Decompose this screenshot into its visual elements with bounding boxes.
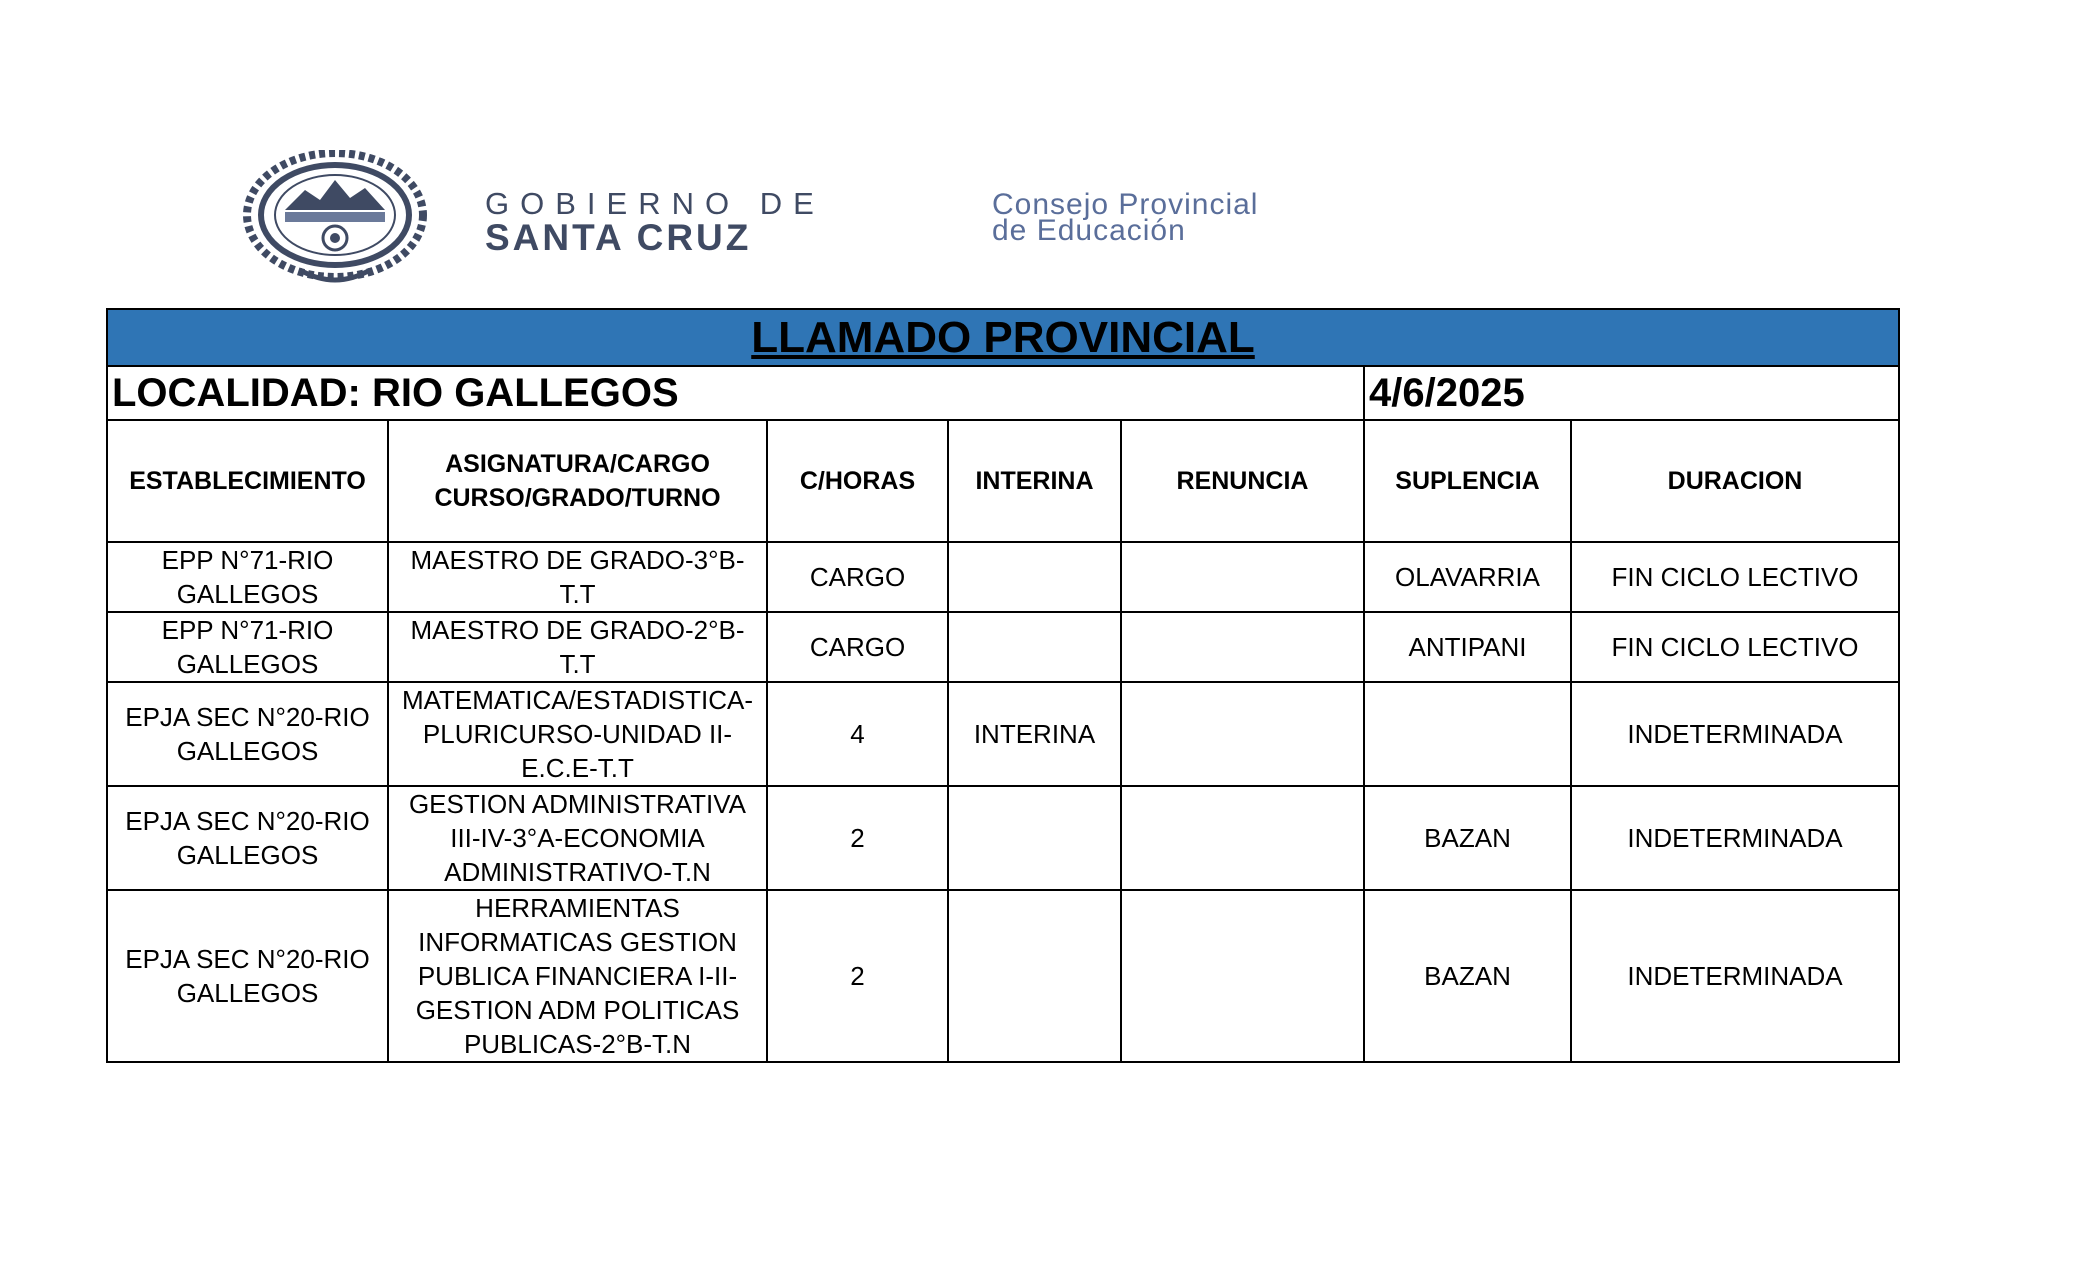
council-name [992,188,1259,247]
table-cell: MAESTRO DE GRADO-2°B-T.T [388,612,767,682]
table-row [107,682,1899,786]
table-cell [948,612,1121,682]
table-cell: INDETERMINADA [1571,890,1899,1062]
table-cell: ANTIPANI [1364,612,1571,682]
table-cell: 2 [767,786,948,890]
table-cell: MAESTRO DE GRADO-3°B-T.T [388,542,767,612]
table-cell: INDETERMINADA [1571,786,1899,890]
table-cell: 2 [767,890,948,1062]
table-row [107,890,1899,1062]
government-line-1: GOBIERNO DE [485,186,825,221]
table-row [107,612,1899,682]
table-cell: BAZAN [1364,890,1571,1062]
table-cell: EPJA SEC N°20-RIO GALLEGOS [107,682,388,786]
table-cell: EPJA SEC N°20-RIO GALLEGOS [107,890,388,1062]
table-cell: INDETERMINADA [1571,682,1899,786]
table-cell: GESTION ADMINISTRATIVA III-IV-3°A-ECONOMIA ADMINISTRATIVO-T.N [388,786,767,890]
letterhead [240,150,1440,290]
table-cell: FIN CICLO LECTIVO [1571,612,1899,682]
column-header: ASIGNATURA/CARGO CURSO/GRADO/TURNO [388,420,767,542]
date-cell: 4/6/2025 [1364,366,1899,420]
table-row [107,542,1899,612]
column-header: RENUNCIA [1121,420,1364,542]
table-cell [1121,682,1364,786]
title-row [107,309,1899,366]
vacancy-table [106,308,1900,1063]
column-header: ESTABLECIMIENTO [107,420,388,542]
table-cell: MATEMATICA/ESTADISTICA-PLURICURSO-UNIDAD II-E.C.E-T.T [388,682,767,786]
table-cell [1364,682,1571,786]
column-header: DURACION [1571,420,1899,542]
santa-cruz-seal-icon [240,150,440,290]
locality-cell: LOCALIDAD: RIO GALLEGOS [107,366,1364,420]
government-line-2: SANTA CRUZ [485,217,752,258]
table-cell: EPP N°71-RIO GALLEGOS [107,542,388,612]
table-cell: CARGO [767,612,948,682]
column-header: INTERINA [948,420,1121,542]
table-cell [1121,612,1364,682]
table-cell [1121,786,1364,890]
table-cell [948,786,1121,890]
table-cell: INTERINA [948,682,1121,786]
table-cell: HERRAMIENTAS INFORMATICAS GESTION PUBLICA FINANCIERA I-II-GESTION ADM POLITICAS PUBLICAS-2°B-T.N [388,890,767,1062]
table-cell [948,890,1121,1062]
locality-row [107,366,1899,420]
council-line-1: Consejo Provincial [992,188,1259,221]
table-cell: OLAVARRIA [1364,542,1571,612]
column-header-row [107,420,1899,542]
council-line-2: de Educación [992,214,1186,247]
table-cell: EPJA SEC N°20-RIO GALLEGOS [107,786,388,890]
table-row [107,786,1899,890]
page-title: LLAMADO PROVINCIAL [751,313,1255,362]
column-header: SUPLENCIA [1364,420,1571,542]
table-cell [1121,542,1364,612]
table-cell [1121,890,1364,1062]
table-cell [948,542,1121,612]
table-cell: 4 [767,682,948,786]
table-cell: BAZAN [1364,786,1571,890]
table-cell: FIN CICLO LECTIVO [1571,542,1899,612]
government-name [485,188,825,256]
table-cell: EPP N°71-RIO GALLEGOS [107,612,388,682]
column-header: C/HORAS [767,420,948,542]
table-cell: CARGO [767,542,948,612]
